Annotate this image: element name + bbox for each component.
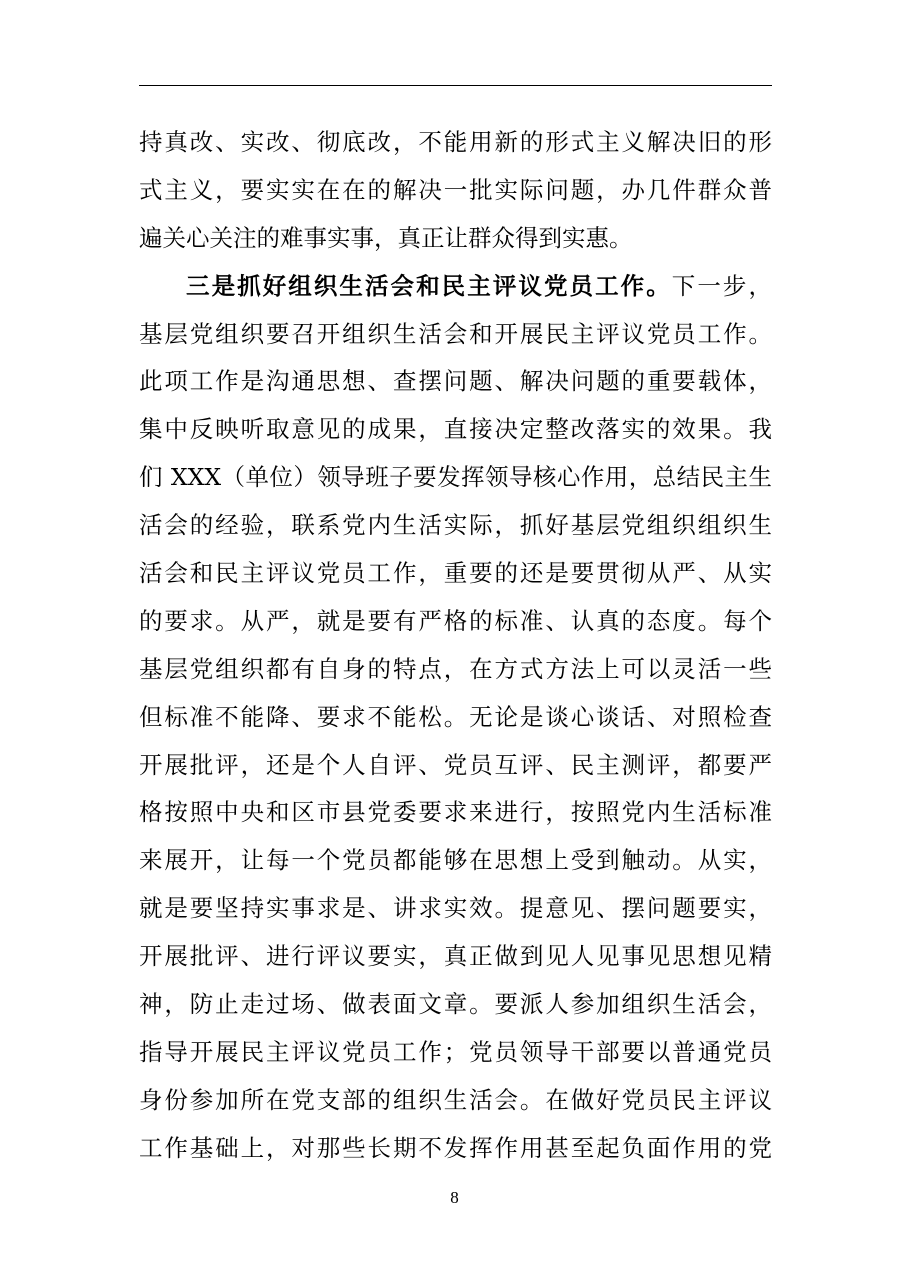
text-line: 持真改、实改、彻底改，不能用新的形式主义解决旧的形 <box>139 128 772 156</box>
text-line: 们 XXX（单位）领导班子要发挥领导核心作用，总结民主生 <box>139 463 772 492</box>
text-line: 基层党组织要召开组织生活会和开展民主评议党员工作。 <box>139 319 772 348</box>
text-line: 来展开，让每一个党员都能够在思想上受到触动。从实， <box>139 846 772 875</box>
text-line: 活会的经验，联系党内生活实际，抓好基层党组织组织生 <box>139 511 772 540</box>
text-line: 格按照中央和区市县党委要求来进行，按照党内生活标准 <box>139 798 772 827</box>
section-heading: 三是抓好组织生活会和民主评议党员工作。 <box>186 271 672 300</box>
document-body <box>139 119 772 1173</box>
text-line: 工作基础上，对那些长期不发挥作用甚至起负面作用的党 <box>139 1133 772 1162</box>
text-line: 开展批评，还是个人自评、党员互评、民主测评，都要严 <box>139 750 772 779</box>
header-rule <box>139 85 772 86</box>
text-line: 开展批评、进行评议要实，真正做到见人见事见思想见精 <box>139 942 772 971</box>
text-line-continuation: 下一步， <box>671 271 773 300</box>
text-line: 但标准不能降、要求不能松。无论是谈心谈话、对照检查 <box>139 702 772 731</box>
text-line: 的要求。从严，就是要有严格的标准、认真的态度。每个 <box>139 606 772 635</box>
text-line <box>139 263 772 311</box>
text-line: 指导开展民主评议党员工作；党员领导干部要以普通党员 <box>139 1037 772 1066</box>
text-line: 遍关心关注的难事实事，真正让群众得到实惠。 <box>139 223 633 252</box>
text-line: 基层党组织都有自身的特点，在方式方法上可以灵活一些 <box>139 654 772 683</box>
page-number: 8 <box>450 1188 459 1207</box>
text-line: 活会和民主评议党员工作，重要的还是要贯彻从严、从实 <box>139 559 772 588</box>
text-line: 神，防止走过场、做表面文章。要派人参加组织生活会， <box>139 990 772 1019</box>
text-line: 式主义，要实实在在的解决一批实际问题，办几件群众普 <box>139 175 772 204</box>
text-line: 此项工作是沟通思想、查摆问题、解决问题的重要载体， <box>139 367 772 396</box>
text-line: 集中反映听取意见的成果，直接决定整改落实的效果。我 <box>139 415 772 444</box>
text-line: 就是要坚持实事求是、讲求实效。提意见、摆问题要实， <box>139 894 772 923</box>
text-line: 身份参加所在党支部的组织生活会。在做好党员民主评议 <box>139 1085 772 1114</box>
